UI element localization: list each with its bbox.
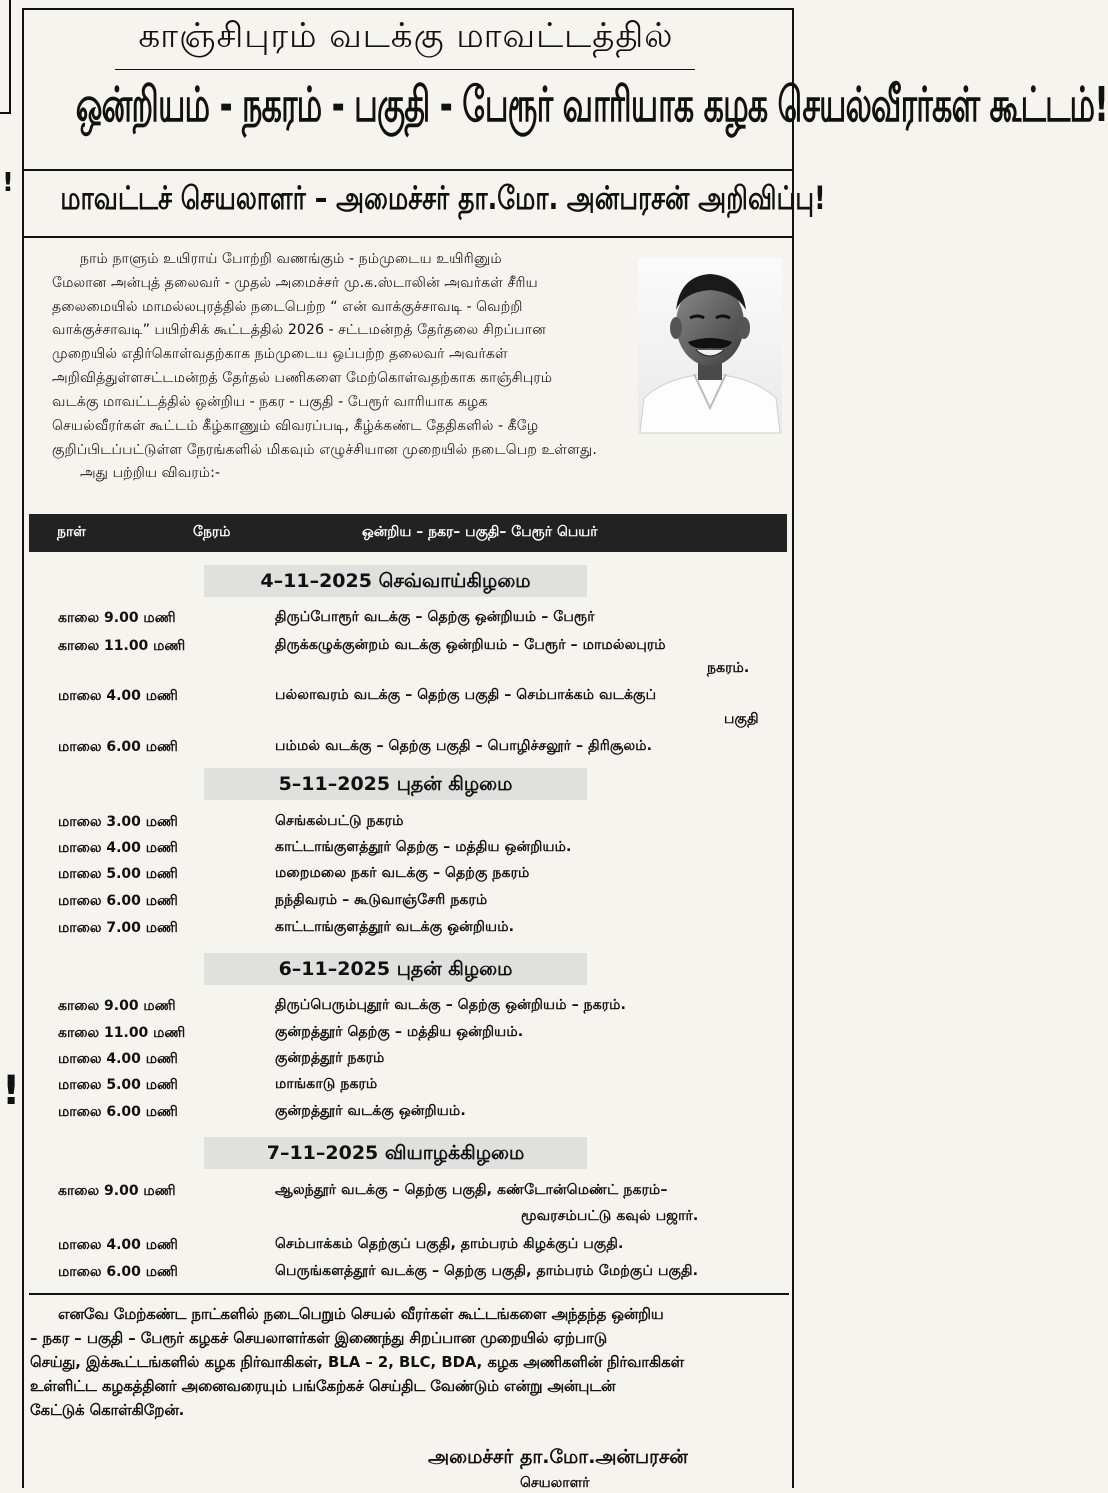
intro-line: வாக்குச்சாவடி” பயிற்சிக் கூட்டத்தில் 2026 - சட்டமன்றத் தேர்தலை சிறப்பான [52, 322, 546, 339]
headline-main: ஒன்றியம் - நகரம் - பகுதி - பேரூர் வாரியாக கழக செயல்வீரர்கள் கூட்டம்! [75, 77, 1108, 133]
intro-line: தலைமையில் மாமல்லபுரத்தில் நடைபெற்ற “ என் வாக்குச்சாவடி - வெற்றி [52, 298, 523, 315]
schedule-time: மாலை 4.00 மணி [58, 1051, 178, 1067]
schedule-time: மாலை 3.00 மணி [58, 814, 178, 830]
divider [115, 69, 695, 70]
schedule-place: திருப்போரூர் வடக்கு – தெற்கு ஒன்றியம் – பேரூர் [275, 609, 595, 625]
closing-line: செய்து, இக்கூட்டங்களில் கழக நிர்வாகிகள், BLA – 2, BLC, BDA, கழக அணிகளின் நிர்வாகிகள் [30, 1354, 684, 1371]
schedule-place: மாங்காடு நகரம் [275, 1076, 378, 1092]
date-band: 5–11–2025 புதன் கிழமை [204, 768, 587, 800]
minister-portrait-photo [638, 258, 782, 433]
intro-line: நாம் நாளும் உயிராய் போற்றி வணங்கும் - நம்முடைய உயிரினும் [80, 251, 502, 267]
headline-announcement: மாவட்டச் செயலாளர் – அமைச்சர் தா.மோ. அன்பரசன் அறிவிப்பு! [60, 179, 826, 217]
schedule-time: மாலை 5.00 மணி [58, 866, 178, 882]
schedule-place: திருப்பெரும்புதூர் வடக்கு – தெற்கு ஒன்றியம் – நகரம். [275, 997, 626, 1013]
schedule-time: மாலை 6.00 மணி [58, 893, 178, 909]
intro-line: அறிவித்துள்ளசட்டமன்றத் தேர்தல் பணிகளை மேற்கொள்வதற்காக காஞ்சிபுரம் [52, 369, 553, 386]
adjacent-box-border [0, 0, 11, 114]
schedule-place: குன்றத்தூர் வடக்கு ஒன்றியம். [275, 1103, 466, 1119]
schedule-place: செம்பாக்கம் தெற்குப் பகுதி, தாம்பரம் கிழக்குப் பகுதி. [275, 1236, 624, 1252]
closing-line: எனவே மேற்கண்ட நாட்களில் நடைபெறும் செயல் வீரர்கள் கூட்டங்களை அந்தந்த ஒன்றிய [58, 1306, 664, 1323]
schedule-place-continued: நகரம். [707, 660, 750, 676]
schedule-place: நந்திவரம் – கூடுவாஞ்சேரி நகரம் [275, 892, 488, 908]
schedule-place: குன்றத்தூர் நகரம் [275, 1050, 385, 1066]
schedule-table-header [29, 514, 787, 552]
divider [22, 169, 792, 171]
date-band: 7–11–2025 வியாழக்கிழமை [204, 1137, 587, 1169]
date-band: 6–11–2025 புதன் கிழமை [204, 953, 587, 985]
schedule-time: மாலை 7.00 மணி [58, 920, 178, 936]
closing-paragraph [30, 1303, 785, 1423]
schedule-time: மாலை 6.00 மணி [58, 739, 178, 755]
closing-line: கேட்டுக் கொள்கிறேன். [30, 1402, 185, 1419]
schedule-place: திருக்கழுக்குன்றம் வடக்கு ஒன்றியம் – பேரூர் – மாமல்லபுரம் [275, 637, 666, 653]
adjacent-column-fragment [0, 0, 21, 1489]
column-header-place: ஒன்றிய – நகர– பகுதி– பேரூர் பெயர் [362, 524, 598, 540]
schedule-time: காலை 11.00 மணி [58, 638, 186, 654]
closing-line: – நகர – பகுதி – பேரூர் கழகச் செயலாளர்கள் இணைந்து சிறப்பான முறையில் ஏற்பாடு [30, 1330, 607, 1347]
schedule-time: காலை 9.00 மணி [58, 998, 176, 1014]
schedule-place: பெருங்களத்தூர் வடக்கு – தெற்கு பகுதி, தாம்பரம் மேற்குப் பகுதி. [275, 1263, 699, 1279]
adjacent-headline-fragment: ! [2, 168, 14, 198]
closing-line: உள்ளிட்ட கழகத்தினர் அனைவரையும் பங்கேற்கச் செய்திட வேண்டும் என்று அன்புடன் [30, 1378, 616, 1395]
schedule-place: பல்லாவரம் வடக்கு – தெற்கு பகுதி – செம்பாக்கம் வடக்குப் [275, 687, 657, 703]
signature-role: செயலாளர் [520, 1475, 590, 1491]
schedule-place: மறைமலை நகர் வடக்கு – தெற்கு நகரம் [275, 865, 530, 881]
schedule-place: காட்டாங்குளத்தூர் வடக்கு ஒன்றியம். [275, 919, 515, 935]
intro-line: மேலான அன்புத் தலைவர் - முதல் அமைச்சர் மு.க.ஸ்டாலின் அவர்கள் சீரிய [52, 274, 538, 291]
schedule-time: மாலை 6.00 மணி [58, 1264, 178, 1280]
column-header-day: நாள் [57, 524, 86, 540]
schedule-place: காட்டாங்குளத்தூர் தெற்கு – மத்திய ஒன்றியம். [275, 839, 572, 855]
schedule-time: மாலை 5.00 மணி [58, 1077, 178, 1093]
divider [22, 236, 792, 238]
schedule-place-continued: பகுதி [724, 711, 759, 727]
schedule-place: செங்கல்பட்டு நகரம் [275, 813, 404, 829]
schedule-place: பம்மல் வடக்கு – தெற்கு பகுதி – பொழிச்சலூர் – திரிசூலம். [275, 738, 653, 754]
details-label: அது பற்றிய விவரம்:- [80, 465, 221, 481]
schedule-time: காலை 11.00 மணி [58, 1025, 186, 1041]
intro-paragraph [52, 248, 634, 438]
headline-district: காஞ்சிபுரம் வடக்கு மாவட்டத்தில் [138, 16, 674, 56]
schedule-place: குன்றத்தூர் தெற்கு – மத்திய ஒன்றியம். [275, 1024, 524, 1040]
schedule-time: மாலை 4.00 மணி [58, 688, 178, 704]
adjacent-headline-fragment: ! [2, 1068, 21, 1114]
schedule-time: காலை 9.00 மணி [58, 610, 176, 626]
divider [29, 1293, 789, 1295]
schedule-place-continued: மூவரசம்பட்டு கவுல் பஜார். [521, 1208, 699, 1224]
date-band: 4–11–2025 செவ்வாய்கிழமை [204, 565, 587, 597]
schedule-time: காலை 9.00 மணி [58, 1183, 176, 1199]
intro-last-line: குறிப்பிடப்பட்டுள்ள நேரங்களில் மிகவும் எழுச்சியான முறையில் நடைபெற உள்ளது. [52, 442, 597, 458]
signature-name: அமைச்சர் தா.மோ.அன்பரசன் [428, 1446, 688, 1468]
schedule-time: மாலை 4.00 மணி [58, 840, 178, 856]
schedule-time: மாலை 4.00 மணி [58, 1237, 178, 1253]
intro-line: வடக்கு மாவட்டத்தில் ஒன்றிய - நகர - பகுதி - பேரூர் வாரியாக கழக [52, 393, 488, 410]
schedule-time: மாலை 6.00 மணி [58, 1104, 178, 1120]
intro-line: முறையில் எதிர்கொள்வதற்காக நம்முடைய ஒப்பற்ற தலைவர் அவர்கள் [52, 346, 508, 363]
column-header-time: நேரம் [193, 524, 231, 540]
intro-line: செயல்வீரர்கள் கூட்டம் கீழ்காணும் விவரப்படி, கீழ்க்கண்ட தேதிகளில் - கீழே [52, 417, 539, 434]
schedule-place: ஆலந்தூர் வடக்கு – தெற்கு பகுதி, கண்டோன்மெண்ட் நகரம்– [275, 1182, 668, 1198]
